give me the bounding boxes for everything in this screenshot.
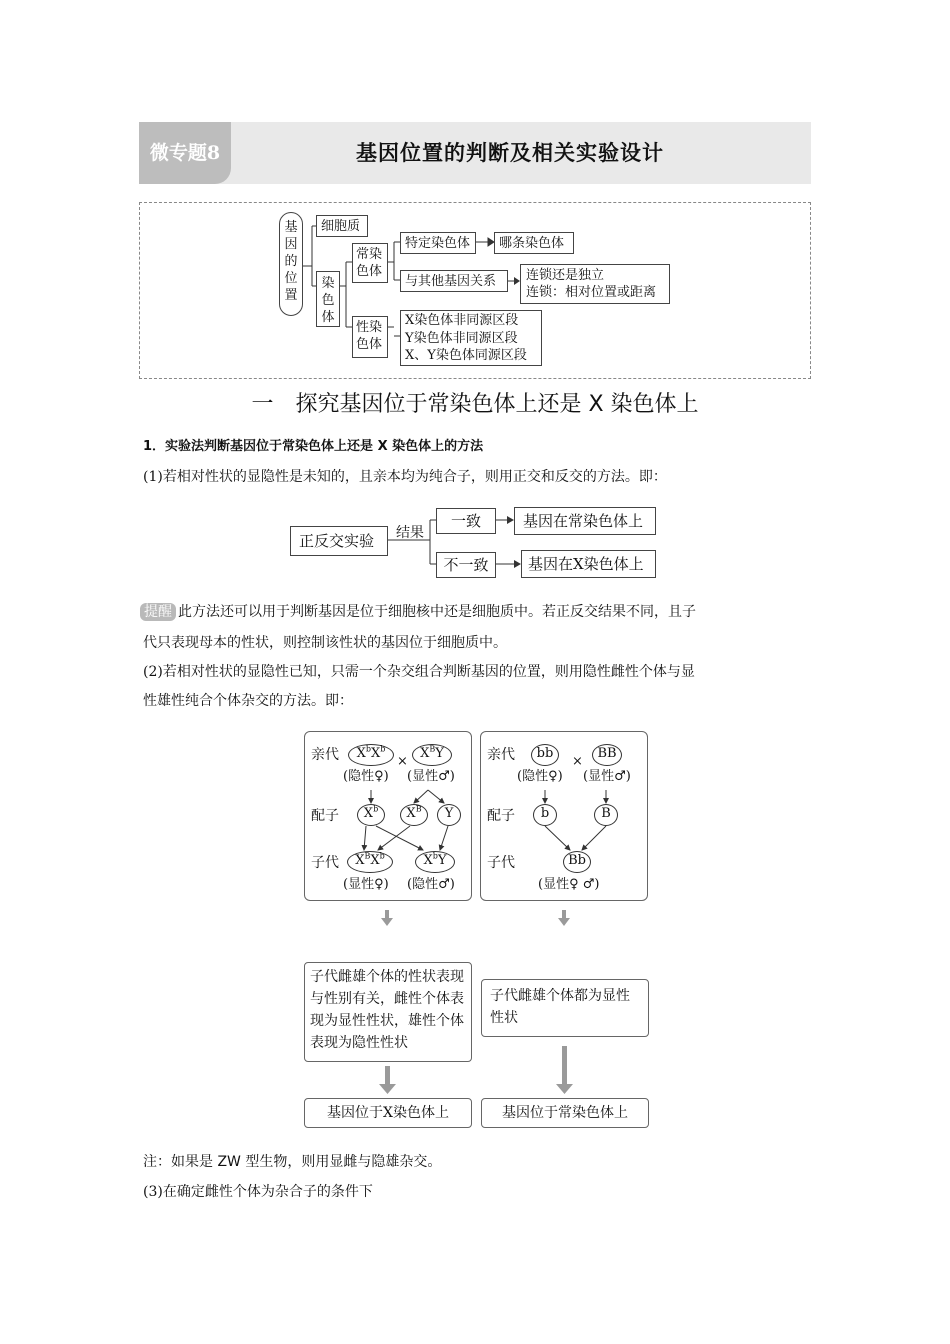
parent-label-left: 亲代 — [311, 747, 339, 763]
gamete-label-right: 配子 — [487, 808, 515, 824]
child-male-xlinked: $X^bY$ — [415, 851, 455, 873]
gamete-xb-big: $X^B$ — [400, 804, 428, 826]
section-title: 一 探究基因位于常染色体上还是 X 染色体上 — [251, 392, 699, 417]
parent-female-note-right: (隐性♀) — [517, 769, 563, 784]
child-note-right: (显性♀ ♂) — [538, 877, 600, 892]
child-female-note-left: (显性♀) — [343, 877, 389, 892]
child-label-right: 子代 — [487, 855, 515, 871]
topic-badge: 微专题8 — [139, 122, 231, 184]
page-title: 基因位置的判断及相关实验设计 — [356, 140, 664, 165]
child-autosomal: Bb — [563, 851, 591, 873]
gene-location-root: 基 因 的 位 置 — [279, 212, 303, 316]
consistent-box: 一致 — [436, 508, 496, 534]
parent-female-autosomal: bb — [531, 744, 559, 766]
parent-male-note-left: (显性♂) — [407, 769, 455, 784]
reciprocal-cross-box: 正反交实验 — [290, 526, 388, 556]
parent-male-autosomal: BB — [592, 744, 622, 766]
gamete-label-left: 配子 — [311, 808, 339, 824]
hint-text-1: 此方法还可以用于判断基因是位于细胞核中还是细胞质中。若正反交结果不同，且子 — [178, 604, 696, 620]
autosome-node: 常染 色体 — [352, 243, 388, 283]
autosome-result-box: 基因在常染色体上 — [514, 507, 656, 535]
parent-female-xlinked: $X^bX^b$ — [348, 744, 394, 766]
specific-chromosome-node: 特定染色体 — [400, 232, 476, 254]
hint-line-2: 代只表现母本的性状，则控制该性状的基因位于细胞质中。 — [143, 635, 507, 651]
linkage-node: 连锁还是独立 连锁：相对位置或距离 — [520, 264, 670, 304]
parent-male-xlinked: $X^BY$ — [412, 744, 452, 766]
hint-badge: 提醒 — [140, 603, 176, 621]
autosomal-conclusion-box: 基因位于常染色体上 — [481, 1098, 649, 1128]
cytoplasm-node: 细胞质 — [316, 215, 368, 237]
inconsistent-box: 不一致 — [436, 552, 496, 578]
sex-chromosome-node: 性染 色体 — [352, 316, 388, 358]
gamete-y: Y — [437, 804, 461, 826]
gamete-b-big: B — [594, 804, 618, 826]
item1-heading: 1．实验法判断基因位于常染色体上还是 X 染色体上的方法 — [143, 439, 484, 454]
child-female-xlinked: $X^BX^b$ — [347, 851, 393, 873]
which-chromosome-node: 哪条染色体 — [494, 232, 574, 254]
parent-female-note-left: (隐性♀) — [343, 769, 389, 784]
child-label-left: 子代 — [311, 855, 339, 871]
x-result-box: 基因在X染色体上 — [521, 550, 656, 578]
gamete-xb-small: $X^b$ — [357, 804, 385, 826]
chromosome-segments-node: X染色体非同源区段 Y染色体非同源区段 X、Y染色体同源区段 — [400, 310, 542, 366]
x-linked-result-box: 子代雌雄个体的性状表现与性别有关，雌性个体表现为显性性状，雄性个体表现为隐性性状 — [304, 962, 472, 1062]
cross-sign-left: × — [397, 754, 408, 769]
paragraph-1: (1)若相对性状的显隐性是未知的，且亲本均为纯合子，则用正交和反交的方法。即： — [143, 469, 667, 485]
parent-label-right: 亲代 — [487, 747, 515, 763]
child-male-note-left: (隐性♂) — [407, 877, 455, 892]
gene-relation-node: 与其他基因关系 — [400, 270, 508, 292]
result-label: 结果 — [396, 525, 424, 541]
paragraph-2-line-2: 性雄性纯合个体杂交的方法。即： — [143, 693, 353, 709]
zw-note: 注：如果是 ZW 型生物，则用显雌与隐雄杂交。 — [143, 1154, 442, 1170]
autosomal-result-box: 子代雌雄个体都为显性性状 — [481, 979, 649, 1037]
chromosome-node: 染 色 体 — [316, 271, 340, 327]
parent-male-note-right: (显性♂) — [583, 769, 631, 784]
cross-sign-right: × — [572, 754, 583, 769]
gamete-b-small: b — [533, 804, 557, 826]
x-linked-conclusion-box: 基因位于X染色体上 — [304, 1098, 472, 1128]
paragraph-3: (3)在确定雌性个体为杂合子的条件下 — [143, 1184, 373, 1200]
paragraph-2-line-1: (2)若相对性状的显隐性已知，只需一个杂交组合判断基因的位置，则用隐性雌性个体与显 — [143, 664, 695, 680]
